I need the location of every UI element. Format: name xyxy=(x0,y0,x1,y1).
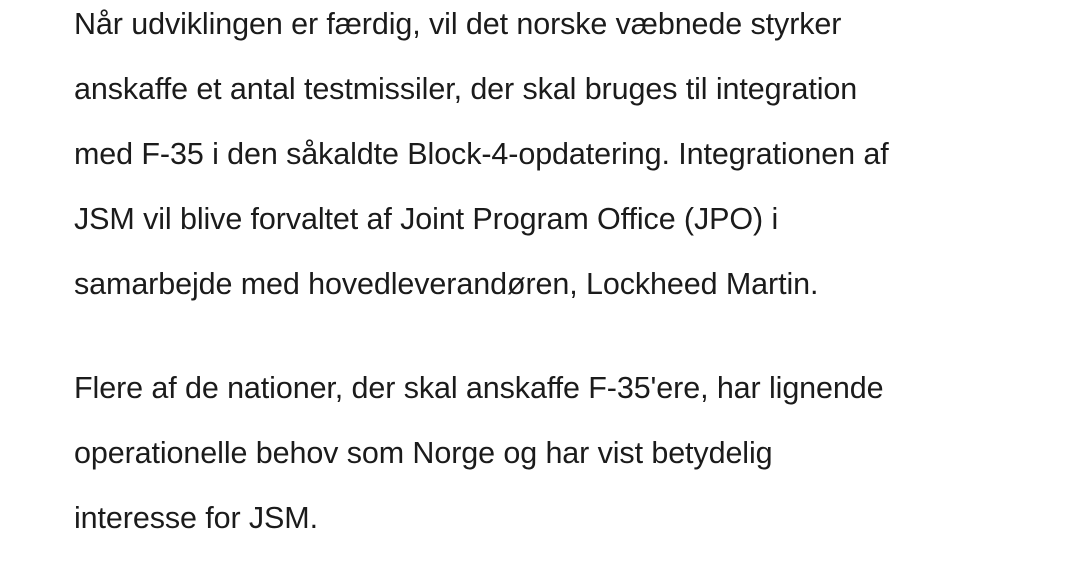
text-line: Flere af de nationer, der skal anskaffe F-35'ere, har lignende xyxy=(74,371,884,405)
text-line: Når udviklingen er færdig, vil det norske væbnede styrker xyxy=(74,7,842,41)
text-line: samarbejde med hovedleverandøren, Lockheed Martin. xyxy=(74,267,819,301)
text-line: interesse for JSM. xyxy=(74,501,318,535)
article-body xyxy=(74,0,1014,551)
text-line: med F-35 i den såkaldte Block-4-opdatering. Integrationen af xyxy=(74,137,889,171)
text-line: anskaffe et antal testmissiler, der skal bruges til integration xyxy=(74,72,858,106)
text-line: JSM vil blive forvaltet af Joint Program Office (JPO) i xyxy=(74,202,779,236)
paragraph-f35-integration xyxy=(74,0,1014,317)
text-line: operationelle behov som Norge og har vist betydelig xyxy=(74,436,773,470)
paragraph-nations-interest xyxy=(74,356,1014,551)
